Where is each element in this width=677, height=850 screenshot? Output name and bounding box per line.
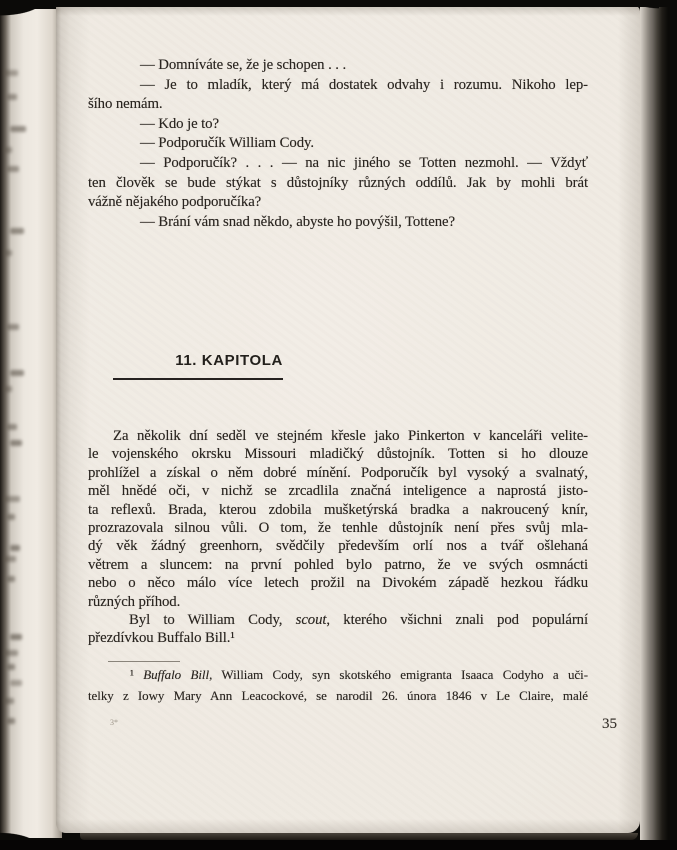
text-segment: — Brání vám snad někdo, abyste ho povýšil, Tottene? (140, 213, 455, 230)
facing-page-text-blur (7, 94, 17, 100)
printer-signature-mark: 3* (110, 718, 118, 727)
facing-page-edge (0, 9, 62, 838)
text-line (88, 537, 588, 555)
text-line (88, 574, 588, 592)
text-segment: , William Cody, syn skotského emigranta Isaaca Codyho a uči- (209, 667, 588, 682)
facing-page-text-blur (10, 370, 24, 376)
chapter-heading-rule (113, 378, 283, 380)
text-segment: — Domníváte se, že je schopen . . . (140, 57, 347, 73)
facing-page-text-blur (4, 556, 16, 562)
scan-background-corner (0, 0, 78, 28)
facing-page-text-blur (10, 126, 26, 132)
text-line (88, 445, 588, 463)
book-cover-edge (80, 833, 638, 840)
facing-page-text-blur (7, 514, 15, 520)
footnote-block (88, 664, 588, 706)
text-line (88, 556, 588, 574)
page-number: 35 (602, 716, 617, 732)
facing-page-text-blur (4, 496, 20, 502)
text-segment: telky z Iowy Mary Ann Leacockové, se narodil 26. února 1846 v Le Claire, malé (88, 688, 588, 703)
text-line (88, 464, 588, 482)
text-segment: ¹ (130, 667, 144, 682)
text-segment: ta reflexů. Brada, kterou zdobila mušketýrská bradka a nakroucený knír, (88, 501, 588, 518)
text-line (88, 629, 588, 647)
text-segment: prohlížel a získal o něm dobré mínění. Podporučík byl vysoký a svalnatý, (88, 464, 588, 481)
scan-background-bottom (0, 840, 677, 850)
text-segment: nebo o něco málo více letech prožil na Divokém západě hezkou řádku (88, 575, 588, 592)
text-line (88, 593, 588, 611)
text-segment: Byl to William Cody, (129, 612, 296, 629)
page-stack-edges (640, 0, 677, 850)
text-line (88, 213, 588, 233)
facing-page-text-blur (4, 250, 12, 256)
text-segment: — Podporučík? . . . — na nic jiného se Totten nezmohl. — Vždyť (140, 154, 588, 171)
facing-page-text-blur (7, 664, 15, 670)
text-line (88, 154, 588, 174)
chapter-heading: 11. KAPITOLA (175, 352, 283, 369)
text-segment: různých příhod. (88, 593, 181, 610)
text-line (88, 427, 588, 445)
text-segment: prozrazovala silnou vůli. O tom, že tenhle důstojník není přes svůj mla- (88, 520, 588, 537)
scan-background-corner (613, 0, 659, 16)
text-line (88, 95, 588, 115)
facing-page-text-blur (7, 576, 15, 582)
text-line (88, 56, 588, 76)
text-segment: ten člověk se bude stýkat s důstojníky různých oddílů. Jak by mohli brát (88, 174, 588, 191)
text-segment: přezdívkou Buffalo Bill.¹ (88, 630, 235, 647)
text-segment: dý věk žádný greenhorn, svědčily především orlí nos a tvář ošlehaná (88, 538, 588, 555)
text-line (88, 664, 588, 685)
text-segment: le vojenského okrsku Missouri mladičký důstojník. Totten si ho dlouze (88, 446, 588, 463)
facing-page-text-blur (10, 545, 20, 551)
chapter-heading-block (113, 352, 283, 380)
facing-page-text-blur (10, 440, 22, 446)
facing-page-text-blur (10, 680, 22, 686)
facing-page-text-blur (4, 650, 18, 656)
facing-page-text-blur (7, 324, 19, 330)
text-segment: šího nemám. (88, 96, 163, 113)
text-segment: — Je to mladík, který má dostatek odvahy i rozumu. Nikoho lep- (140, 76, 588, 93)
facing-page-text-blur (4, 698, 14, 704)
text-segment: měl hnědé oči, v nichž se zrcadlila značná inteligence a naprostá jisto- (88, 483, 588, 500)
text-segment: — Kdo je to? (140, 115, 219, 132)
text-line (88, 685, 588, 706)
text-segment: Za několik dní seděl ve stejném křesle jako Pinkerton v kanceláři velite- (113, 428, 588, 444)
text-line (88, 501, 588, 519)
text-line (88, 611, 588, 629)
facing-page-text-blur (4, 386, 12, 392)
text-line (88, 193, 588, 213)
text-segment: větrem a sluncem: na první pohled bylo patrno, že ve svých osmnácti (88, 556, 588, 573)
text-line (88, 115, 588, 135)
text-segment: — Podporučík William Cody. (140, 135, 314, 152)
facing-page-text-blur (10, 228, 24, 234)
text-line (88, 134, 588, 154)
facing-page-text-blur (4, 70, 18, 76)
dialogue-block (88, 56, 588, 232)
text-line (88, 519, 588, 537)
text-line (88, 174, 588, 194)
facing-page-text-blur (7, 166, 19, 172)
facing-page-text-blur (7, 718, 15, 724)
italic-text: Buffalo Bill (143, 667, 210, 682)
book-page (56, 6, 640, 833)
facing-page-text-blur (10, 634, 22, 640)
scan-background-top (0, 0, 677, 7)
text-line (88, 482, 588, 500)
italic-text: scout (295, 612, 327, 629)
text-segment: , kterého všichni znali pod populární (326, 612, 588, 629)
footnote-separator-rule (108, 661, 180, 662)
text-segment: vážně nějakého podporučíka? (88, 194, 262, 211)
facing-page-text-blur (4, 147, 12, 153)
facing-page-text-blur (7, 424, 17, 430)
paragraph-block (88, 427, 588, 648)
text-line (88, 76, 588, 96)
